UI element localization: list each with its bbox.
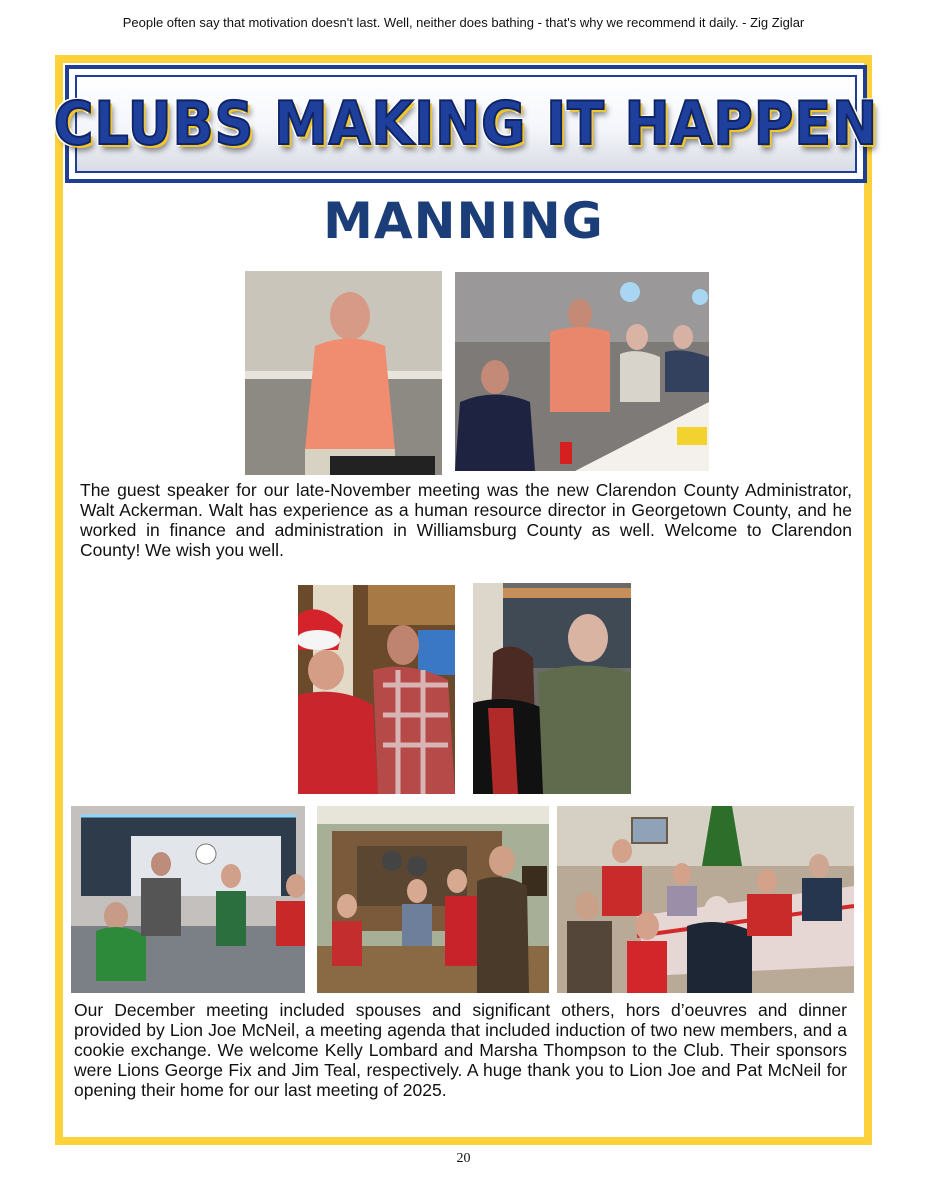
banner-inner — [53, 75, 879, 173]
photo-induction-1 — [298, 585, 455, 794]
paragraph-december: Our December meeting included spouses and significant others, hors d’oeuvres and dinner provided by Lion Joe McNeil, a meeting agenda that included induction of two new members, and a cookie exchange. We welcome Kelly Lombard and Marsha Thompson to the Club. Their sponsors were Lions George Fix and Jim Teal, respectively. A huge thank you to Lion Joe and Pat McNeil for opening their home for our last meeting of 2025. — [74, 1000, 847, 1100]
photo-meeting-table — [455, 272, 709, 471]
paragraph-speaker: The guest speaker for our late-November meeting was the new Clarendon County Administrator, Walt Ackerman. Walt has experience as a human resource director in Georgetown County, and he worked in finance and administration in Williamsburg County as well. Welcome to Clarendon County! We wish you well. — [80, 480, 852, 560]
photo-dinner — [557, 806, 854, 993]
banner — [53, 65, 879, 183]
banner-title: CLUBS MAKING IT HAPPEN — [53, 89, 879, 159]
photo-kitchen — [317, 806, 549, 993]
header-quote: People often say that motivation doesn't last. Well, neither does bathing - that's why we recommend it daily. - Zig Ziglar — [122, 15, 805, 30]
club-name: MANNING — [323, 192, 604, 250]
page-number: 20 — [456, 1151, 471, 1166]
photo-speaker — [245, 271, 442, 475]
photo-induction-2 — [473, 583, 631, 794]
photo-sunroom — [71, 806, 305, 993]
